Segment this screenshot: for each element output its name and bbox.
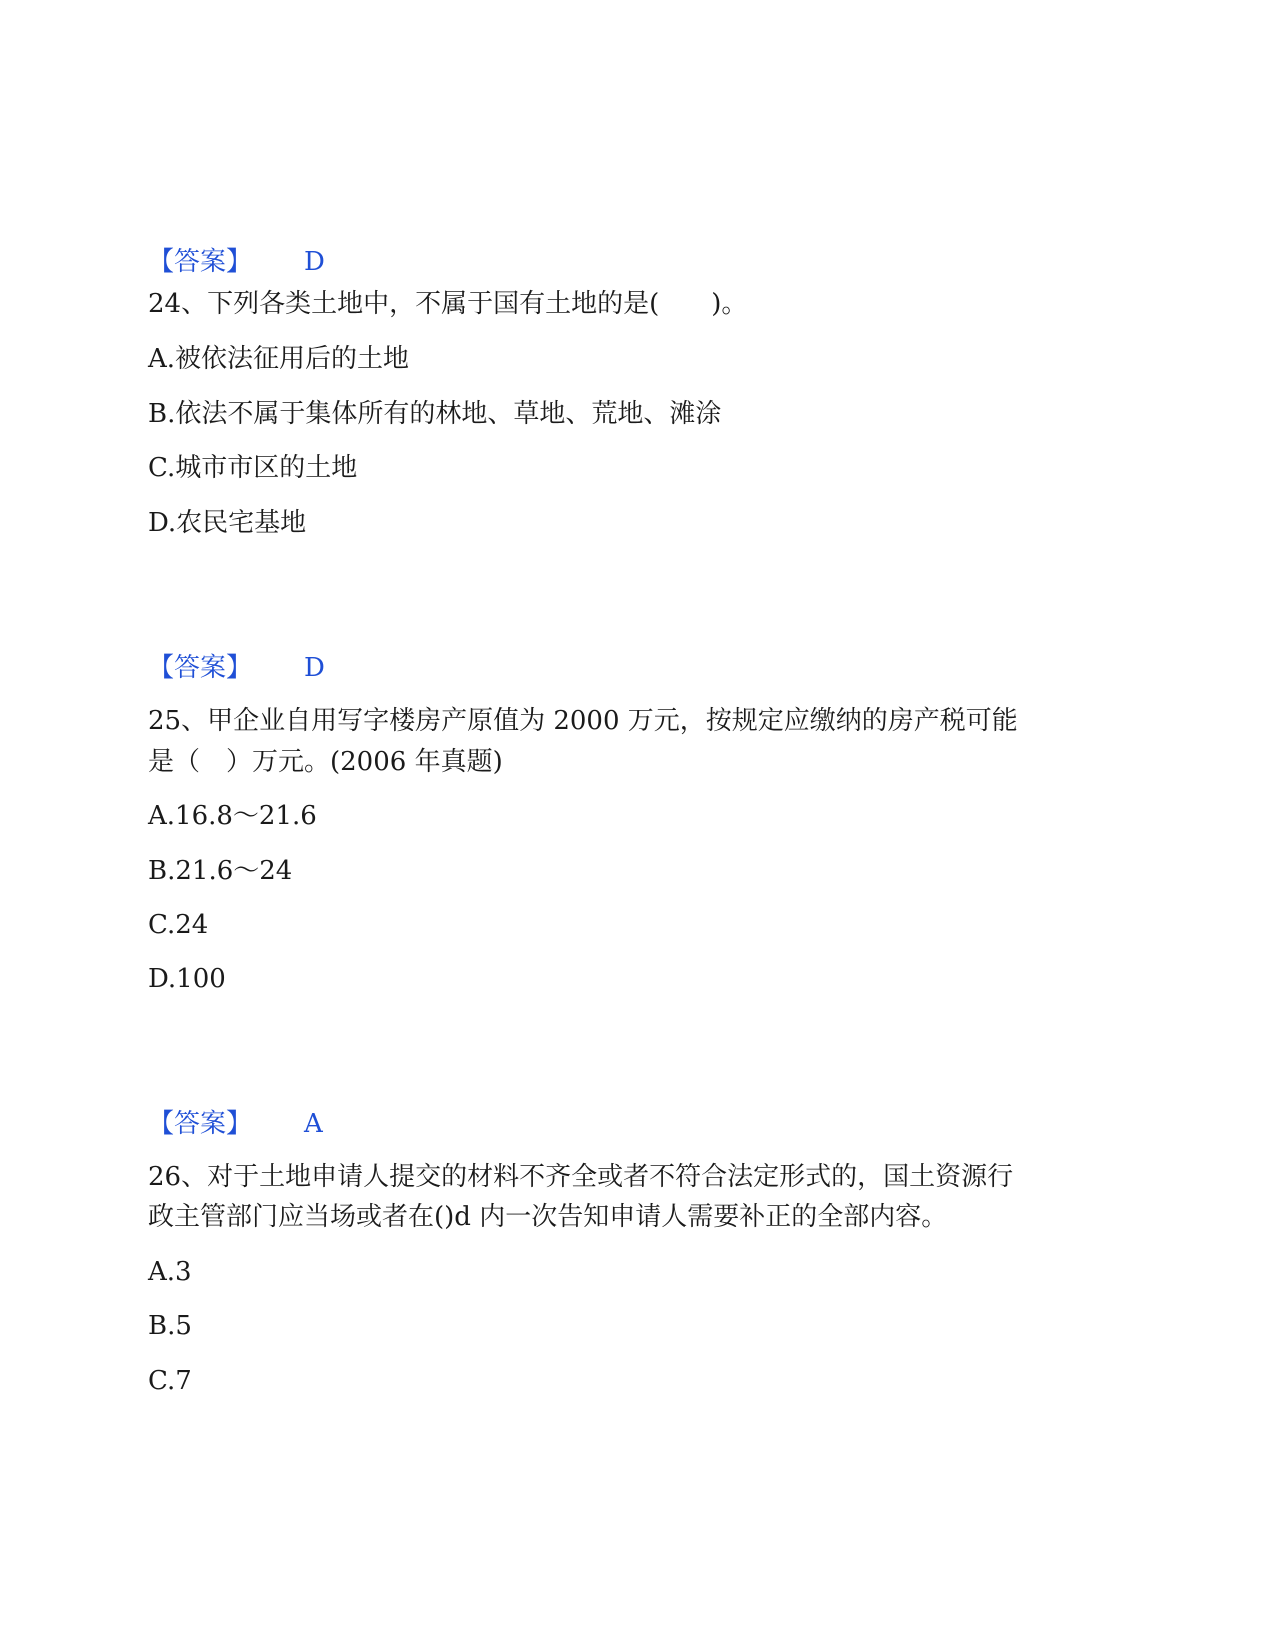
option-a: A.3 xyxy=(148,1257,192,1287)
option-d: D.农民宅基地 xyxy=(148,508,307,538)
question-text: 24、下列各类土地中，不属于国有土地的是( )。 xyxy=(148,289,748,319)
option-c: C.7 xyxy=(148,1366,192,1396)
question-text-line-1: 26、对于土地申请人提交的材料不齐全或者不符合法定形式的，国土资源行 xyxy=(148,1162,1014,1192)
answer-label: 【答案】 xyxy=(148,653,253,683)
question-text-line-2: 政主管部门应当场或者在()d 内一次告知申请人需要补正的全部内容。 xyxy=(148,1202,948,1232)
answer-line xyxy=(148,1106,323,1142)
option-b: B.5 xyxy=(148,1311,192,1341)
answer-value: D xyxy=(304,653,325,683)
option-b: B.依法不属于集体所有的林地、草地、荒地、滩涂 xyxy=(148,399,722,429)
answer-line xyxy=(148,244,325,280)
answer-label: 【答案】 xyxy=(148,247,253,277)
answer-label: 【答案】 xyxy=(148,1109,253,1139)
option-a: A.被依法征用后的土地 xyxy=(148,344,410,374)
answer-value: A xyxy=(304,1109,323,1139)
option-c: C.城市市区的土地 xyxy=(148,453,358,483)
question-text-line-1: 25、甲企业自用写字楼房产原值为 2000 万元，按规定应缴纳的房产税可能 xyxy=(148,706,1018,736)
option-a: A.16.8～21.6 xyxy=(148,801,317,831)
option-d: D.100 xyxy=(148,964,226,994)
answer-line xyxy=(148,650,325,686)
answer-value: D xyxy=(304,247,325,277)
option-c: C.24 xyxy=(148,910,209,940)
question-text-line-2: 是（ ）万元。(2006 年真题) xyxy=(148,747,503,777)
option-b: B.21.6～24 xyxy=(148,856,293,886)
